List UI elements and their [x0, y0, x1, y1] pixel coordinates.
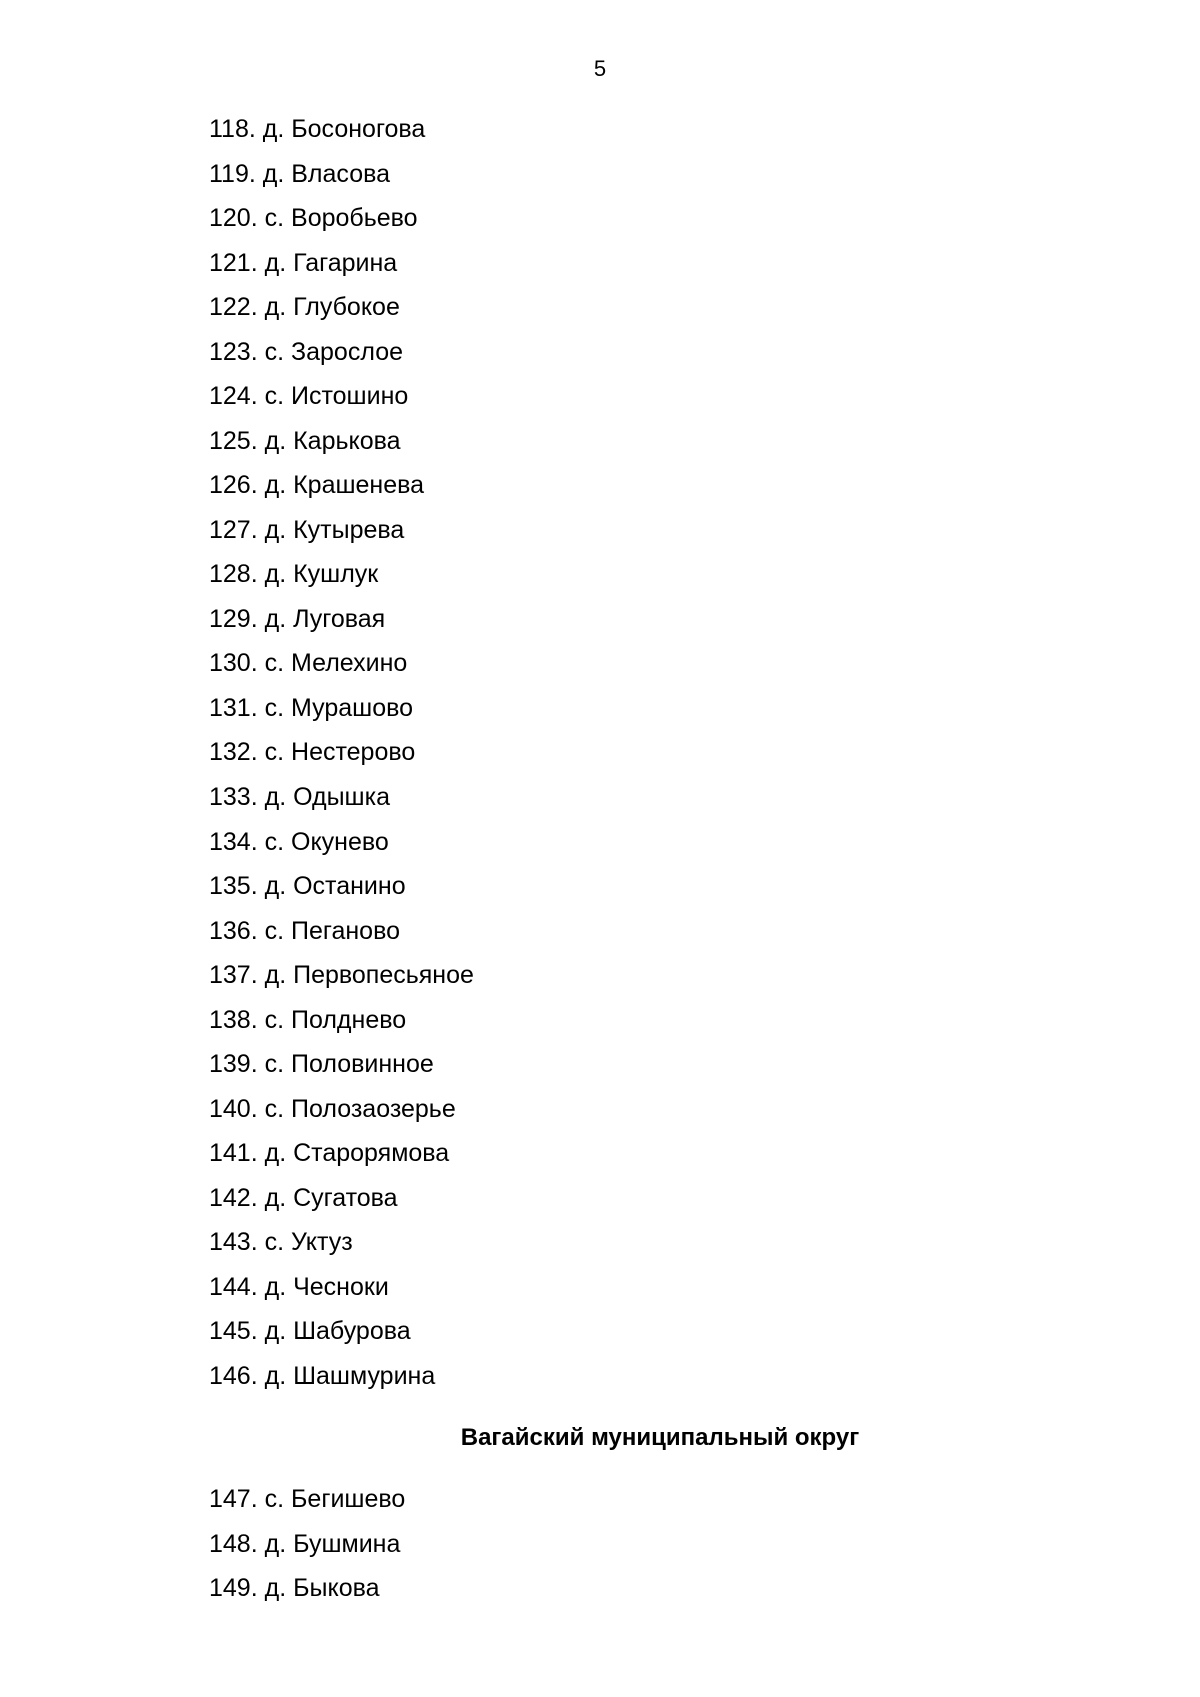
- list-item: [209, 1483, 405, 1528]
- list-item-name: с. Полднево: [264, 1005, 407, 1034]
- list-item-number: 131.: [209, 693, 258, 722]
- list-item-name: д. Одышка: [264, 782, 391, 811]
- list-item-name: с. Истошино: [264, 382, 409, 411]
- list-item-name: с. Половинное: [264, 1050, 434, 1079]
- list-item-number: 144.: [209, 1272, 258, 1301]
- list-item: [209, 158, 474, 203]
- list-item-number: 141.: [209, 1139, 258, 1168]
- section-heading: Вагайский муниципальный округ: [460, 1424, 860, 1451]
- list-item: [209, 247, 474, 292]
- list-item-name: д. Гагарина: [264, 248, 398, 277]
- list-item-number: 149.: [209, 1574, 258, 1603]
- list-item: [209, 603, 474, 648]
- list-item: [209, 514, 474, 559]
- list-item-name: с. Уктуз: [264, 1228, 353, 1257]
- list-item: [209, 781, 474, 826]
- list-item-number: 143.: [209, 1228, 258, 1257]
- list-item-name: д. Глубокое: [264, 293, 400, 322]
- list-item: [209, 380, 474, 425]
- list-item-name: д. Бушмина: [264, 1529, 401, 1558]
- list-item-name: с. Воробьево: [264, 204, 418, 233]
- list-item-number: 142.: [209, 1183, 258, 1212]
- list-item-number: 130.: [209, 649, 258, 678]
- list-item-number: 121.: [209, 248, 258, 277]
- list-item-name: с. Полозаозерье: [264, 1094, 456, 1123]
- list-item-number: 118.: [209, 115, 256, 143]
- list-item-number: 120.: [209, 204, 258, 233]
- list-item-name: д. Карькова: [264, 426, 401, 455]
- list-item-number: 123.: [209, 337, 258, 366]
- list-item: [209, 469, 474, 514]
- list-item-number: 126.: [209, 471, 258, 500]
- list-item: [209, 291, 474, 336]
- list-item: [209, 736, 474, 781]
- list-item: [209, 113, 474, 158]
- settlement-list: [209, 1483, 405, 1617]
- list-item-name: д. Старорямова: [264, 1139, 450, 1168]
- list-item-number: 133.: [209, 782, 258, 811]
- list-item-name: д. Шашмурина: [264, 1361, 436, 1390]
- list-item: [209, 826, 474, 871]
- list-item: [209, 1271, 474, 1316]
- list-item-number: 145.: [209, 1317, 258, 1346]
- list-item-name: д. Быкова: [264, 1574, 380, 1603]
- list-item-name: д. Власова: [262, 159, 390, 188]
- list-item-number: 139.: [209, 1050, 258, 1079]
- list-item-name: с. Окунево: [264, 827, 389, 856]
- list-item-name: д. Луговая: [264, 604, 386, 633]
- page-number: 5: [593, 56, 607, 81]
- list-item: [209, 336, 474, 381]
- list-item-number: 140.: [209, 1094, 258, 1123]
- list-item-number: 119.: [209, 159, 256, 188]
- list-item: [209, 1182, 474, 1227]
- list-item-name: д. Останино: [264, 872, 406, 901]
- list-item-number: 122.: [209, 293, 258, 322]
- list-item-name: д. Крашенева: [264, 471, 425, 500]
- list-item-name: с. Мурашово: [264, 693, 414, 722]
- list-item: [209, 1226, 474, 1271]
- list-item-name: д. Шабурова: [264, 1317, 411, 1346]
- list-item-name: с. Нестерово: [264, 738, 416, 767]
- list-item: [209, 1004, 474, 1049]
- list-item: [209, 558, 474, 603]
- list-item-number: 147.: [209, 1485, 258, 1513]
- list-item: [209, 1093, 474, 1138]
- list-item-number: 128.: [209, 560, 258, 589]
- list-item-number: 148.: [209, 1529, 258, 1558]
- list-item-name: с. Зарослое: [264, 337, 404, 366]
- list-item-name: с. Бегишево: [264, 1485, 406, 1513]
- list-item-number: 137.: [209, 961, 258, 990]
- list-item-number: 138.: [209, 1005, 258, 1034]
- list-item-number: 135.: [209, 872, 258, 901]
- list-item: [209, 1528, 405, 1573]
- list-item: [209, 915, 474, 960]
- list-item-name: д. Босоногова: [262, 115, 426, 143]
- list-item: [209, 1315, 474, 1360]
- list-item: [209, 1360, 474, 1405]
- list-item-name: д. Кутырева: [264, 515, 405, 544]
- list-item-number: 146.: [209, 1361, 258, 1390]
- list-item-number: 124.: [209, 382, 258, 411]
- list-item-name: с. Пеганово: [264, 916, 400, 945]
- list-item-name: д. Кушлук: [264, 560, 379, 589]
- list-item: [209, 1137, 474, 1182]
- list-item-number: 134.: [209, 827, 258, 856]
- list-item-name: с. Мелехино: [264, 649, 408, 678]
- list-item-name: д. Первопесьяное: [264, 961, 474, 990]
- list-item-number: 136.: [209, 916, 258, 945]
- list-item-number: 129.: [209, 604, 258, 633]
- list-item-name: д. Чесноки: [264, 1272, 389, 1301]
- list-item: [209, 1048, 474, 1093]
- list-item: [209, 692, 474, 737]
- list-item: [209, 959, 474, 1004]
- list-item-number: 132.: [209, 738, 258, 767]
- list-item-name: д. Сугатова: [264, 1183, 398, 1212]
- list-item: [209, 202, 474, 247]
- list-item: [209, 870, 474, 915]
- list-item: [209, 425, 474, 470]
- list-item-number: 127.: [209, 515, 258, 544]
- list-item: [209, 647, 474, 692]
- list-item-number: 125.: [209, 426, 258, 455]
- settlement-list: [209, 113, 474, 1404]
- list-item: [209, 1572, 405, 1617]
